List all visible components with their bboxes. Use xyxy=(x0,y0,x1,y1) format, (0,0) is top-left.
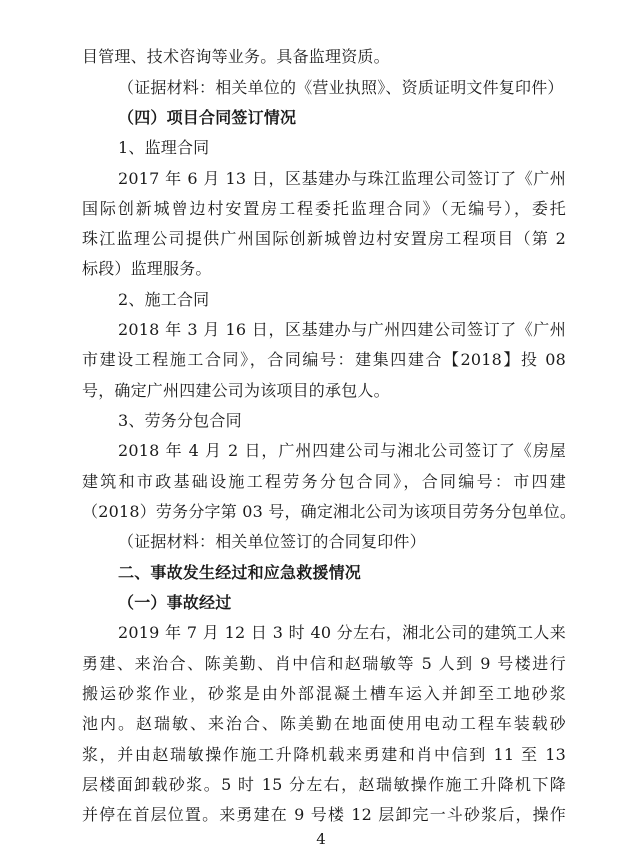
text-line-16: （2018）劳务分字第 03 号，确定湘北公司为该项目劳务分包单位。 xyxy=(82,502,577,521)
text-line-1: 目管理、技术咨询等业务。具备监理资质。 xyxy=(82,47,390,66)
text-line-25: 层楼面卸载砂浆。5 时 15 分左右，赵瑞敏操作施工升降机下降 xyxy=(82,775,566,794)
text-line-26: 并停在首层位置。来勇建在 9 号楼 12 层卸完一斗砂浆后，操作 xyxy=(82,805,566,824)
text-line-12: 号，确定广州四建公司为该项目的承包人。 xyxy=(82,381,390,400)
text-line-14: 2018 年 4 月 2 日，广州四建公司与湘北公司签订了《房屋 xyxy=(118,441,566,460)
subheading-accident-process: （一）事故经过 xyxy=(118,593,232,612)
subheading-labor-contract: 3、劳务分包合同 xyxy=(118,411,242,430)
section-heading-accident: 二、事故发生经过和应急救援情况 xyxy=(118,563,362,582)
text-line-10: 2018 年 3 月 16 日，区基建办与广州四建公司签订了《广州 xyxy=(118,320,566,339)
text-line-6: 国际创新城曾边村安置房工程委托监理合同》（无编号），委托 xyxy=(82,199,566,218)
text-line-8: 标段）监理服务。 xyxy=(82,259,212,278)
text-line-7: 珠江监理公司提供广州国际创新城曾边村安置房工程项目（第 2 xyxy=(82,229,566,248)
text-line-17: （证据材料：相关单位签订的合同复印件） xyxy=(118,532,426,551)
section-heading-contracts: （四）项目合同签订情况 xyxy=(118,108,297,127)
text-line-15: 建筑和市政基础设施工程劳务分包合同》，合同编号：市四建 xyxy=(82,472,566,491)
text-line-24: 浆，并由赵瑞敏操作施工升降机载来勇建和肖中信到 11 至 13 xyxy=(82,745,566,764)
subheading-supervision-contract: 1、监理合同 xyxy=(118,138,210,157)
page-number: 4 xyxy=(316,830,326,848)
text-line-23: 池内。赵瑞敏、来治合、陈美勤在地面使用电动工程车装载砂 xyxy=(82,714,566,733)
text-line-22: 搬运砂浆作业，砂浆是由外部混凝土槽车运入并卸至工地砂浆 xyxy=(82,684,566,703)
text-line-20: 2019 年 7 月 12 日 3 时 40 分左右，湘北公司的建筑工人来 xyxy=(118,623,566,642)
text-line-11: 市建设工程施工合同》，合同编号：建集四建合【2018】投 08 xyxy=(82,350,566,369)
text-line-5: 2017 年 6 月 13 日，区基建办与珠江监理公司签订了《广州 xyxy=(118,169,566,188)
text-line-2: （证据材料：相关单位的《营业执照》、资质证明文件复印件） xyxy=(118,78,564,97)
subheading-construction-contract: 2、施工合同 xyxy=(118,290,210,309)
text-line-21: 勇建、来治合、陈美勤、肖中信和赵瑞敏等 5 人到 9 号楼进行 xyxy=(82,654,566,673)
